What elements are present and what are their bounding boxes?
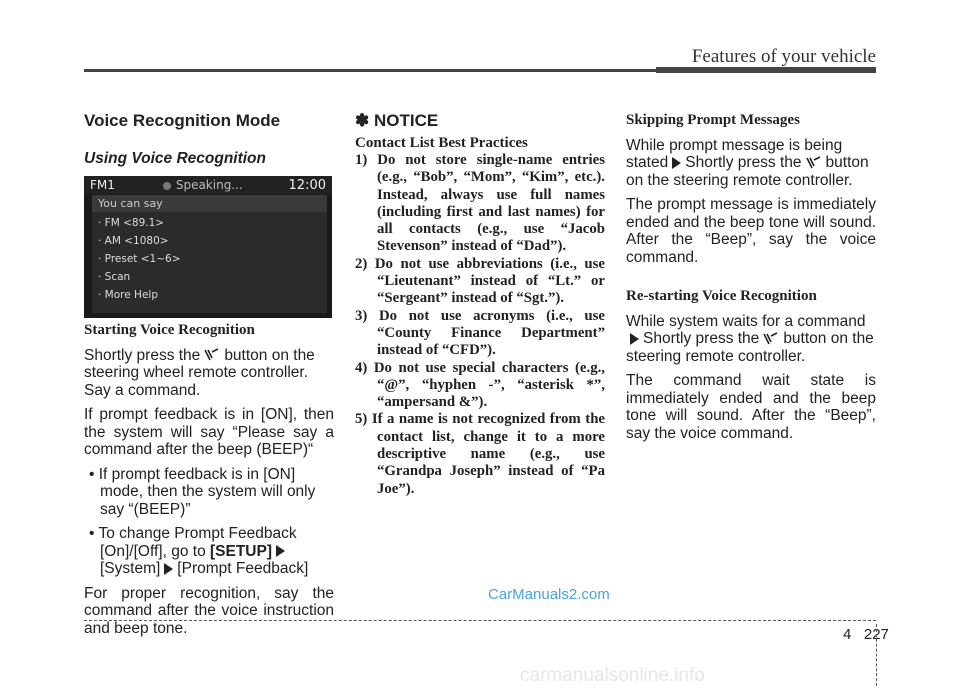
notice-list [355,152,605,498]
paragraph: While system waits for a command Shortly press the button on the steering remote controller. [626,312,874,365]
screen-command-item: · Scan [98,271,131,283]
footer-rule [84,620,876,621]
notice-heading: Contact List Best Practices [355,134,528,151]
talk-button-icon [203,348,221,362]
restart-heading: Re-starting Voice Recognition [626,288,817,304]
paragraph: The prompt message is immediately ended and the beep tone will sound. After the “Beep”, say the voice command. [626,196,876,266]
watermark-link[interactable]: CarManuals2.com [488,586,610,603]
page-number: 4 227 [843,626,889,643]
list-item: 1) Do not store single-name entries (e.g., “Bob”, “Mom”, “Kim”, etc.). Instead, always use full names (including first and last names) for all contacts (e.g., use “Jacob Stevenson” instead of “Dad”). [355,152,605,255]
arrow-right-icon [276,545,285,557]
screen-speaking-status: Speaking... [162,178,243,192]
screen-command-item: · Preset <1~6> [98,253,181,265]
paragraph: While prompt message is being stated Shortly press the button on the steering remote controller. [626,136,869,189]
column-1-body [84,322,334,644]
screen-command-panel [92,195,327,313]
section-title: Voice Recognition Mode [84,111,281,130]
screen-clock: 12:00 [288,178,326,193]
arrow-right-icon [672,157,681,169]
screen-command-item: · AM <1080> [98,235,169,247]
screen-command-item: · FM <89.1> [98,217,165,229]
voice-recognition-screen [84,176,332,318]
arrow-right-icon [164,563,173,575]
running-header: Features of your vehicle [691,46,876,67]
talk-button-icon [805,156,823,170]
screen-band: FM1 [90,178,115,192]
list-item: 5) If a name is not recognized from the contact list, change it to a more descriptive name (e.g., use “Grandpa Joseph” instead of “Pa Joe”). [355,411,605,497]
page-divider [876,624,877,686]
list-item: 2) Do not use abbreviations (i.e., use “Lieutenant” instead of “Lt.” or “Sergeant” instead of “Sgt.”). [355,255,605,307]
column-1 [84,112,334,177]
notice-title: ✽ NOTICE [355,111,439,130]
screen-prompt: You can say [92,195,327,212]
bullet-item: • To change Prompt Feedback [On]/[Off], go to [SETUP] [System] [Prompt Feedback] [89,525,309,577]
paragraph: The command wait state is immediately ended and the beep tone will sound. After the “Beep”, say the voice command. [626,372,876,442]
list-item: 3) Do not use acronyms (i.e., use “County Finance Department” instead of “CFD”). [355,307,605,359]
list-item: 4) Do not use special characters (e.g., “@”, “hyphen -”, “asterisk *”, “ampersand &”). [355,359,605,411]
subsection-title: Using Voice Recognition [84,149,266,167]
column-2 [355,112,605,498]
bullet-item: • If prompt feedback is in [ON] mode, then the system will only say “(BEEP)” [89,465,316,518]
column-3 [626,112,876,449]
paragraph: If prompt feedback is in [ON], then the system will say “Please say a command after the beep (BEEP)“ [84,406,334,458]
skip-heading: Skipping Prompt Messages [626,112,800,128]
header-rule-accent [656,67,876,73]
talk-button-icon [762,332,780,346]
speaker-icon [162,181,172,191]
screen-status-bar [84,176,332,194]
paragraph: Shortly press the button on the steering wheel remote controller. Say a command. [84,346,315,399]
footer-watermark: carmanualsonline.info [520,665,705,686]
screen-command-item: · More Help [98,289,158,301]
arrow-right-icon [630,333,639,345]
paragraph: For proper recognition, say the command after the voice instruction and beep tone. [84,584,334,637]
starting-heading: Starting Voice Recognition [84,322,255,338]
